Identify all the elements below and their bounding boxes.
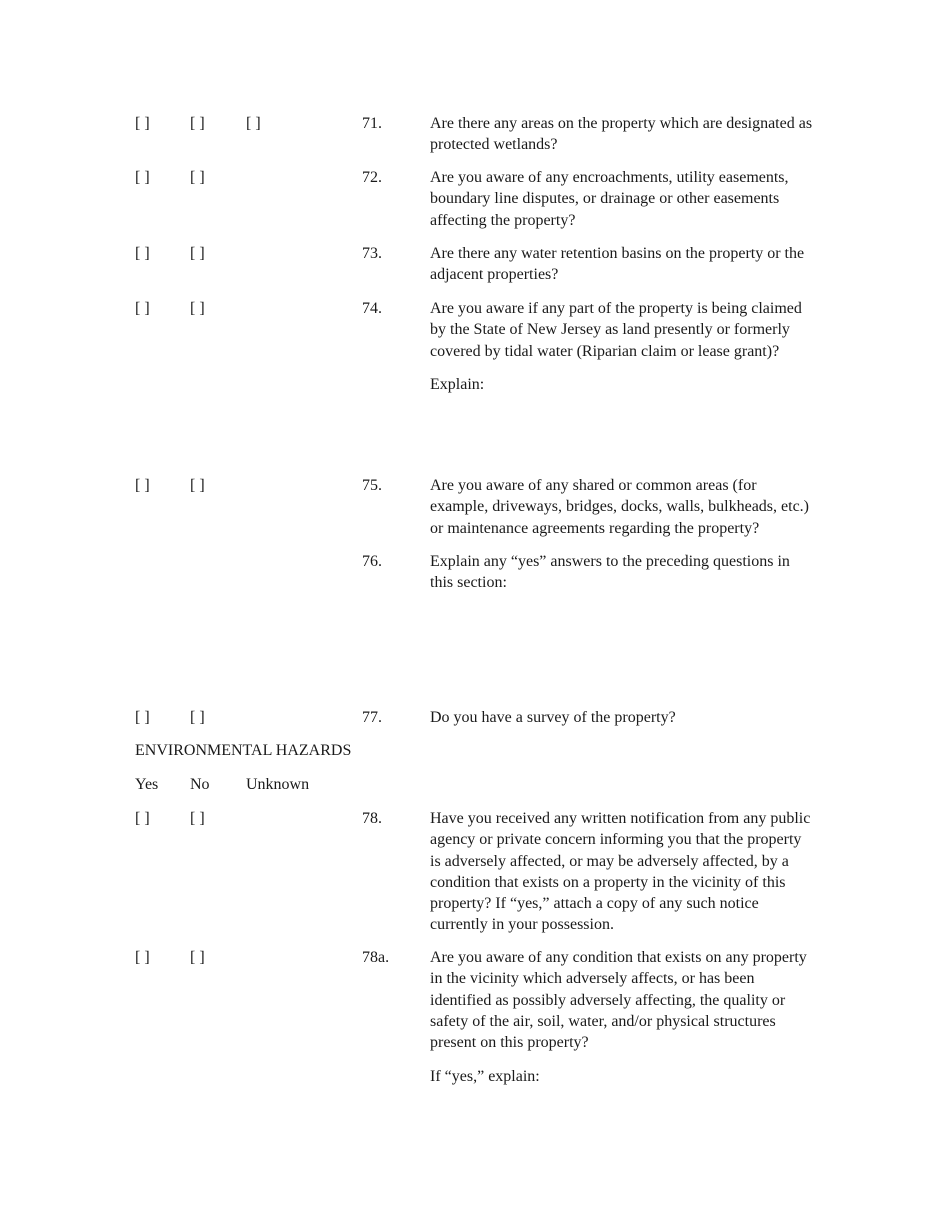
q77-number: 77. bbox=[362, 709, 382, 726]
q78a-yes-checkbox[interactable]: [ ] bbox=[135, 949, 150, 966]
q75-number: 75. bbox=[362, 477, 382, 494]
q71-unknown-checkbox[interactable]: [ ] bbox=[246, 115, 261, 132]
q77-text: Do you have a survey of the property? bbox=[430, 709, 676, 726]
q75-yes-checkbox[interactable]: [ ] bbox=[135, 477, 150, 494]
q71-number: 71. bbox=[362, 115, 382, 132]
q76-number: 76. bbox=[362, 553, 382, 570]
q73-no-checkbox[interactable]: [ ] bbox=[190, 245, 205, 262]
q74-no-checkbox[interactable]: [ ] bbox=[190, 300, 205, 317]
q71-yes-checkbox[interactable]: [ ] bbox=[135, 115, 150, 132]
q71-text: Are there any areas on the property which are designated as protected wetlands? bbox=[430, 115, 813, 154]
q73-number: 73. bbox=[362, 245, 382, 262]
q72-text: Are you aware of any encroachments, utility easements, boundary line disputes, or drainage or other easements affecting the property? bbox=[430, 169, 789, 229]
q74-number: 74. bbox=[362, 300, 382, 317]
q77-yes-checkbox[interactable]: [ ] bbox=[135, 709, 150, 726]
q75-text: Are you aware of any shared or common areas (for example, driveways, bridges, docks, walls, bulkheads, etc.) or maintenance agreements regarding the property? bbox=[430, 477, 810, 537]
q74-text: Are you aware if any part of the property is being claimed by the State of New Jersey as land presently or formerly covered by tidal water (Riparian claim or lease grant)? bbox=[430, 300, 802, 360]
q78-no-checkbox[interactable]: [ ] bbox=[190, 810, 205, 827]
column-header-no: No bbox=[190, 776, 210, 793]
q78-text: Have you received any written notification from any public agency or private concern informing you that the property is adversely affected, or may be adversely affected, by a condition that exists on a property in the vicinity of this property? If “yes,” attach a copy of any such notice currently in your possession. bbox=[430, 810, 811, 934]
q75-no-checkbox[interactable]: [ ] bbox=[190, 477, 205, 494]
q78a-explain-label: If “yes,” explain: bbox=[430, 1068, 540, 1085]
q77-no-checkbox[interactable]: [ ] bbox=[190, 709, 205, 726]
q73-yes-checkbox[interactable]: [ ] bbox=[135, 245, 150, 262]
q72-number: 72. bbox=[362, 169, 382, 186]
column-header-unknown: Unknown bbox=[246, 776, 310, 793]
q78a-number: 78a. bbox=[362, 949, 390, 966]
q73-text: Are there any water retention basins on the property or the adjacent properties? bbox=[430, 245, 805, 284]
q74-yes-checkbox[interactable]: [ ] bbox=[135, 300, 150, 317]
q72-no-checkbox[interactable]: [ ] bbox=[190, 169, 205, 186]
q71-no-checkbox[interactable]: [ ] bbox=[190, 115, 205, 132]
q78-number: 78. bbox=[362, 810, 382, 827]
q72-yes-checkbox[interactable]: [ ] bbox=[135, 169, 150, 186]
q74-explain-label: Explain: bbox=[430, 376, 485, 393]
q76-text: Explain any “yes” answers to the preceding questions in this section: bbox=[430, 553, 790, 592]
q78a-text: Are you aware of any condition that exists on any property in the vicinity which adversely affects, or has been identified as possibly adversely affecting, the quality or safety of the air, soil, water, and/or physical structures present on this property? bbox=[430, 949, 807, 1052]
q78-yes-checkbox[interactable]: [ ] bbox=[135, 810, 150, 827]
section-title: ENVIRONMENTAL HAZARDS bbox=[135, 742, 352, 759]
q78a-no-checkbox[interactable]: [ ] bbox=[190, 949, 205, 966]
column-header-yes: Yes bbox=[135, 776, 159, 793]
